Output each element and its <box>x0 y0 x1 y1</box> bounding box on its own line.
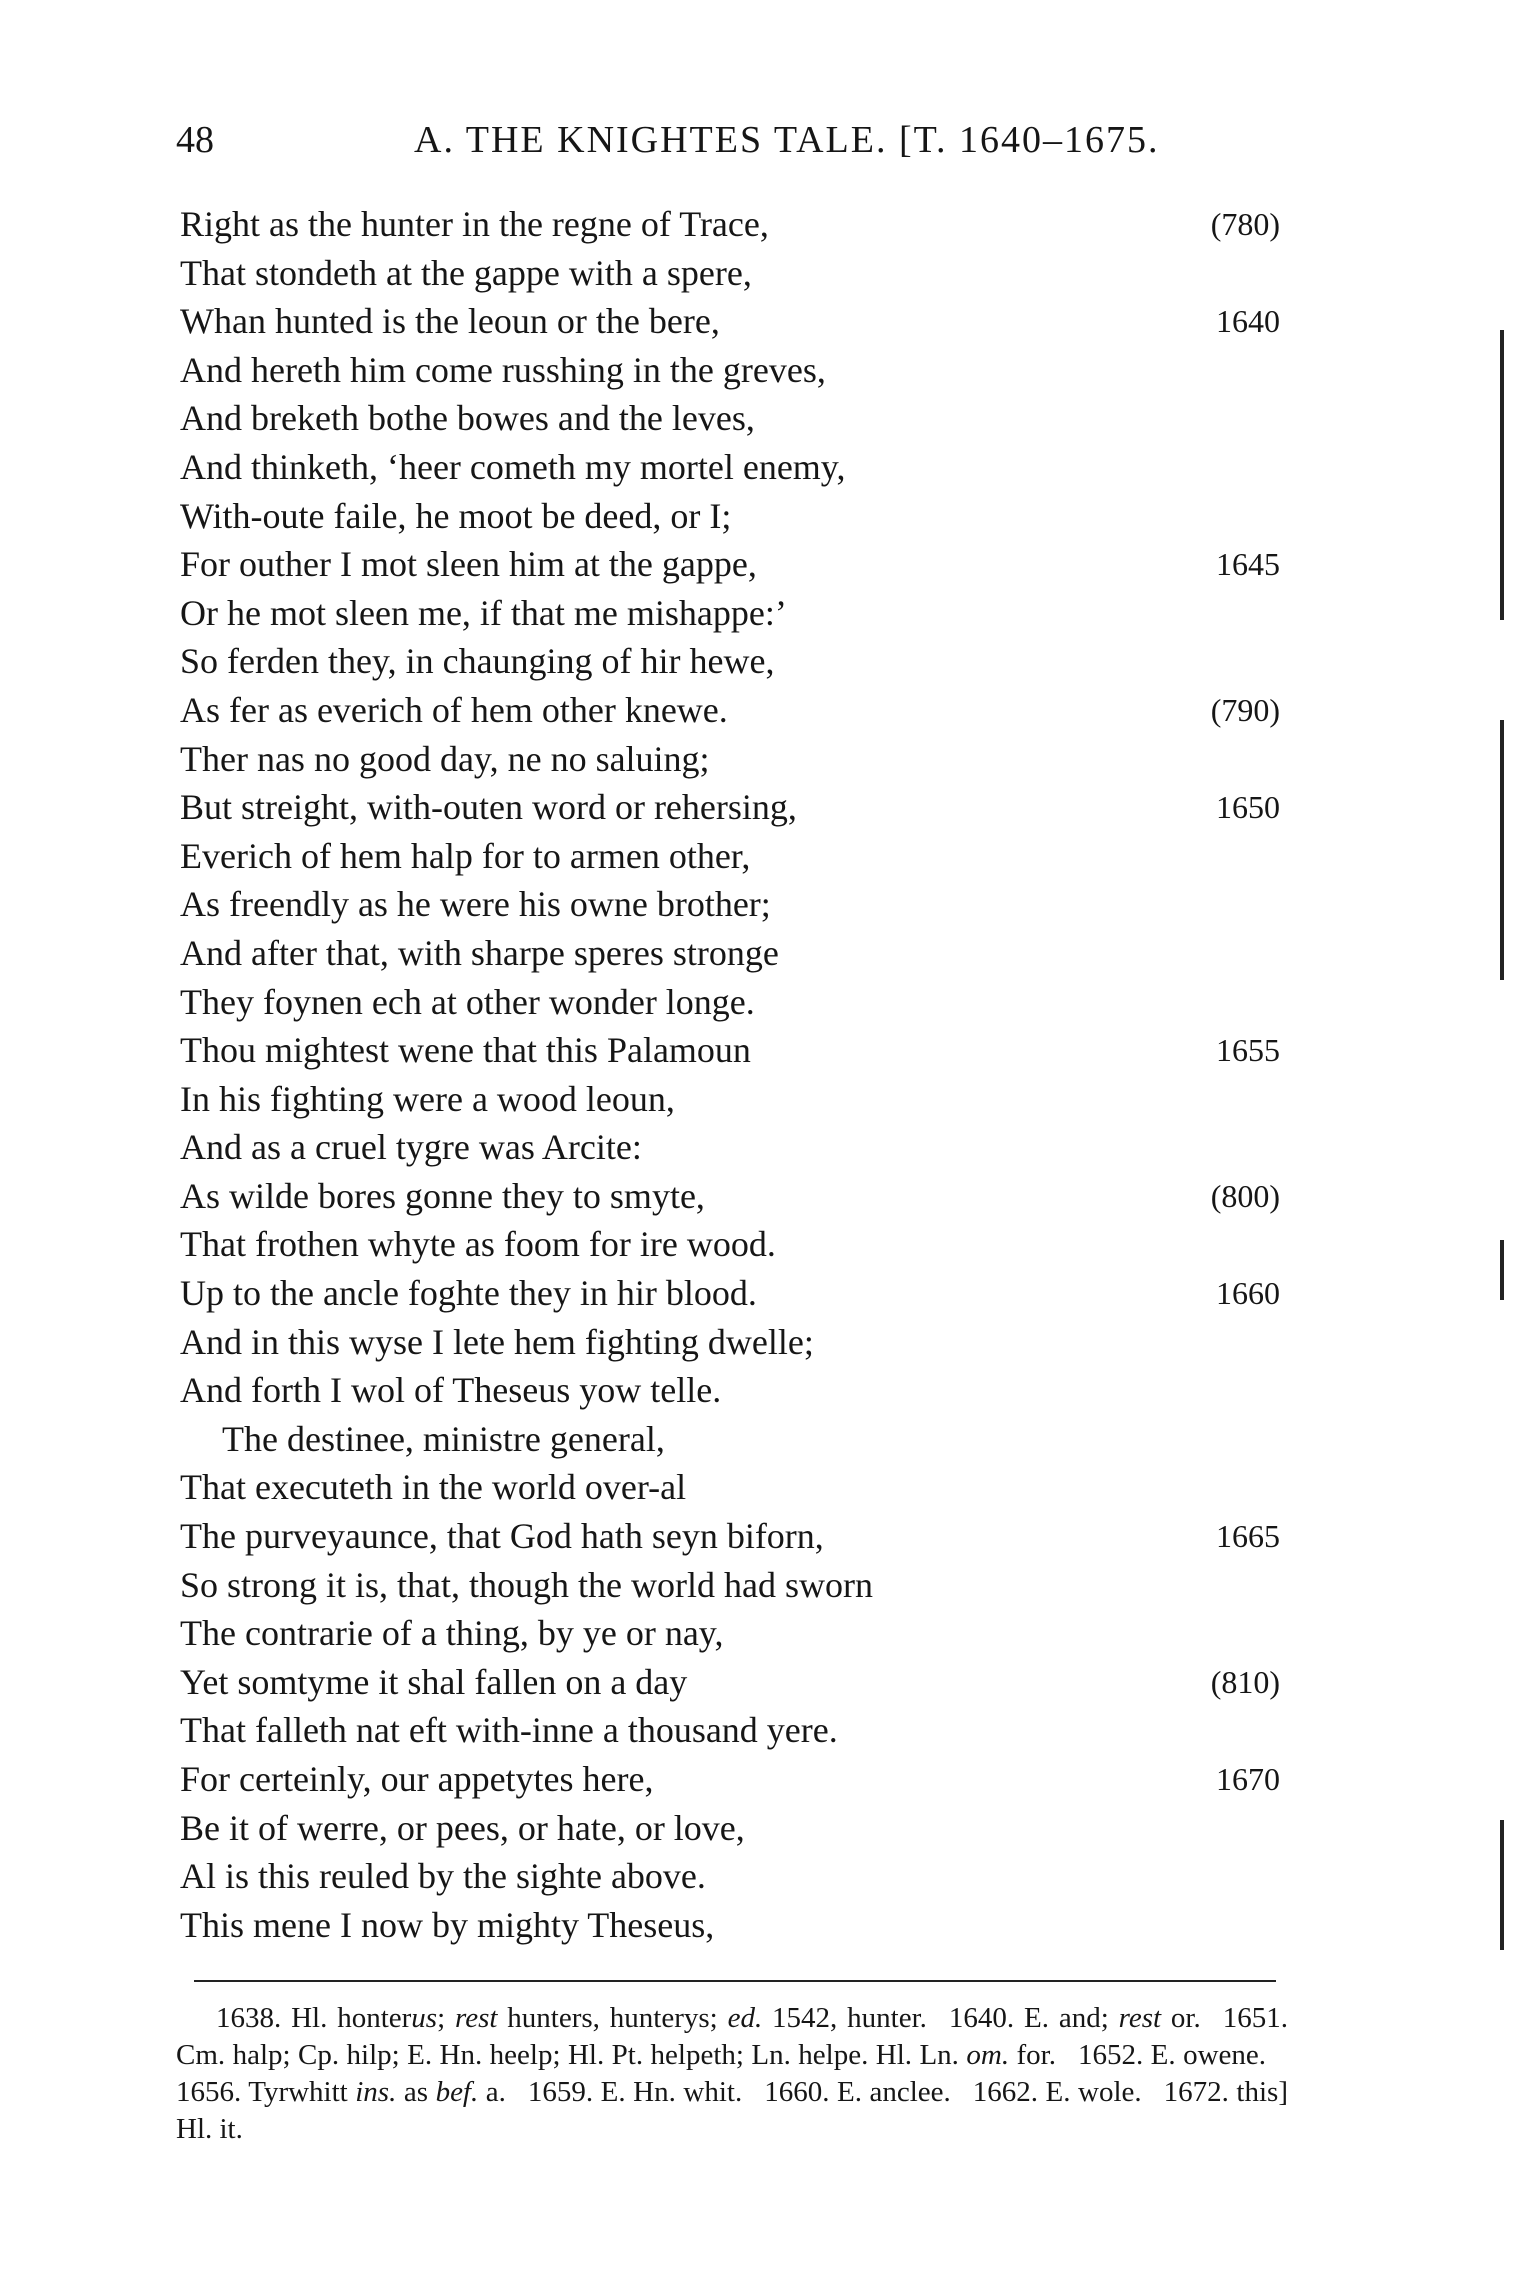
verse-line <box>180 1463 1280 1512</box>
verse-text: For certeinly, our appetytes here, <box>180 1759 654 1799</box>
verse-text: Al is this reuled by the sighte above. <box>180 1856 706 1897</box>
note-1672: 1672. this] Hl. it. <box>176 2076 1288 2145</box>
verse-line <box>180 492 1280 541</box>
binding-shadow-mark <box>1500 1820 1504 1950</box>
line-number: (800) <box>1210 1177 1280 1214</box>
verse-line <box>180 735 1280 784</box>
line-number: 1645 <box>1216 546 1280 583</box>
note-1656: 1656. Tyrwhitt ins. as bef. a. <box>176 2076 506 2108</box>
verse-text: But streight, with-outen word or rehersing, <box>180 787 797 828</box>
verse-line <box>180 880 1280 929</box>
verse-line <box>180 1609 1280 1658</box>
verse-line <box>180 1512 1280 1561</box>
verse-text: As freendly as he were his owne brother; <box>180 884 771 925</box>
verse-text: Right as the hunter in the regne of Trace, <box>180 204 769 244</box>
verse-text: The destinee, ministre general, <box>222 1418 665 1459</box>
verse-text: Ther nas no good day, ne no saluing; <box>180 738 710 779</box>
verse-text: They foynen ech at other wonder longe. <box>180 981 755 1022</box>
verse-text: Thou mightest wene that this Palamoun <box>180 1030 751 1071</box>
verse-line <box>180 1075 1280 1124</box>
verse-text: That executeth in the world over-al <box>180 1467 687 1508</box>
line-number: 1655 <box>1216 1032 1280 1069</box>
verse-text: Everich of hem halp for to armen other, <box>180 835 751 876</box>
verse-text: The purveyaunce, that God hath seyn biforn, <box>180 1516 824 1557</box>
verse-line <box>180 1172 1280 1221</box>
verse-line <box>180 200 1280 249</box>
verse-line <box>180 1561 1280 1610</box>
verse-line <box>180 686 1280 735</box>
verse-text: This mene I now by mighty Theseus, <box>180 1904 715 1945</box>
verse-text: So strong it is, that, though the world had sworn <box>180 1564 873 1605</box>
note-1652: 1652. E. owene. <box>1077 2039 1267 2071</box>
line-number: 1640 <box>1216 303 1280 340</box>
verse-line <box>180 929 1280 978</box>
running-header <box>176 118 1280 170</box>
verse-text: Up to the ancle foghte they in hir blood. <box>180 1273 757 1314</box>
verse-line <box>180 1123 1280 1172</box>
verse-text: As wilde bores gonne they to smyte, <box>180 1175 705 1216</box>
line-number: (780) <box>1210 206 1280 242</box>
verse-line <box>180 1755 1280 1804</box>
verse-text: That frothen whyte as foom for ire wood. <box>180 1224 776 1265</box>
verse-line <box>180 1658 1280 1707</box>
note-1662: 1662. E. wole. <box>972 2076 1142 2108</box>
verse-text: Yet somtyme it shal fallen on a day <box>180 1661 688 1702</box>
verse-line <box>180 1852 1280 1901</box>
verse-line <box>180 1706 1280 1755</box>
line-number: 1665 <box>1216 1518 1280 1555</box>
line-number: (810) <box>1210 1663 1280 1700</box>
verse-text: And forth I wol of Theseus yow telle. <box>180 1370 722 1411</box>
verse-line <box>180 1026 1280 1075</box>
verse-line <box>180 1901 1280 1950</box>
note-1638: 1638. Hl. honterus; rest hunters, hunterys; ed. 1542, hunter. <box>216 2002 927 2034</box>
verse-text: As fer as everich of hem other knewe. <box>180 689 728 730</box>
binding-shadow-mark <box>1500 720 1504 980</box>
verse-line <box>180 1318 1280 1367</box>
verse-text: Whan hunted is the leoun or the bere, <box>180 301 720 342</box>
verse-line <box>180 1269 1280 1318</box>
verse-text: Be it of werre, or pees, or hate, or love, <box>180 1807 745 1848</box>
line-number: 1670 <box>1216 1761 1280 1797</box>
verse-text: And thinketh, ‘heer cometh my mortel enemy, <box>180 446 846 487</box>
verse-line <box>180 637 1280 686</box>
verse-line <box>180 540 1280 589</box>
verse-line <box>180 1220 1280 1269</box>
line-number: 1650 <box>1216 789 1280 826</box>
verse-line <box>180 346 1280 395</box>
binding-shadow-mark <box>1500 1240 1504 1300</box>
verse-text: That stondeth at the gappe with a spere, <box>180 252 752 293</box>
verse-line <box>180 1804 1280 1853</box>
note-1651: 1651. Cm. halp; Cp. hilp; E. Hn. heelp; Hl. Pt. helpeth; Ln. helpe. Hl. Ln. om. for. <box>176 2002 1288 2071</box>
line-number: 1660 <box>1216 1275 1280 1312</box>
verse-text: For outher I mot sleen him at the gappe, <box>180 544 757 585</box>
page-number: 48 <box>176 119 214 161</box>
note-1640: 1640. E. and; rest or. <box>948 2002 1201 2034</box>
verse-text: And hereth him come russhing in the greves, <box>180 349 826 390</box>
verse-text: And in this wyse I lete hem fighting dwelle; <box>180 1321 814 1362</box>
verse-line <box>180 783 1280 832</box>
note-1660: 1660. E. anclee. <box>764 2076 951 2108</box>
verse-text: Or he mot sleen me, if that me mishappe:’ <box>180 592 787 633</box>
footnote-rule <box>194 1980 1276 1982</box>
verse-line <box>180 1415 1280 1464</box>
binding-shadow-mark <box>1500 330 1504 620</box>
running-title: A. THE KNIGHTES TALE. [T. 1640–1675. <box>414 119 1160 161</box>
verse-line <box>180 978 1280 1027</box>
verse-text: In his fighting were a wood leoun, <box>180 1078 675 1119</box>
verse-text: The contrarie of a thing, by ye or nay, <box>180 1613 724 1654</box>
verse-text: So ferden they, in chaunging of hir hewe, <box>180 641 775 682</box>
verse-text: With-oute faile, he moot be deed, or I; <box>180 495 732 536</box>
verse-text: And breketh bothe bowes and the leves, <box>180 398 755 439</box>
note-1659: 1659. E. Hn. whit. <box>527 2076 743 2108</box>
line-number: (790) <box>1210 691 1280 728</box>
verse-line <box>180 589 1280 638</box>
verse-text: That falleth nat eft with-inne a thousand yere. <box>180 1710 838 1751</box>
verse-text: And as a cruel tygre was Arcite: <box>180 1127 642 1168</box>
verse-line <box>180 832 1280 881</box>
verse-text: And after that, with sharpe speres stronge <box>180 932 779 973</box>
poem-text <box>180 200 1280 1949</box>
verse-line <box>180 394 1280 443</box>
footnotes <box>176 2000 1288 2148</box>
verse-line <box>180 1366 1280 1415</box>
verse-line <box>180 443 1280 492</box>
verse-line <box>180 249 1280 298</box>
footnote-paragraph <box>176 2000 1288 2148</box>
verse-line <box>180 297 1280 346</box>
